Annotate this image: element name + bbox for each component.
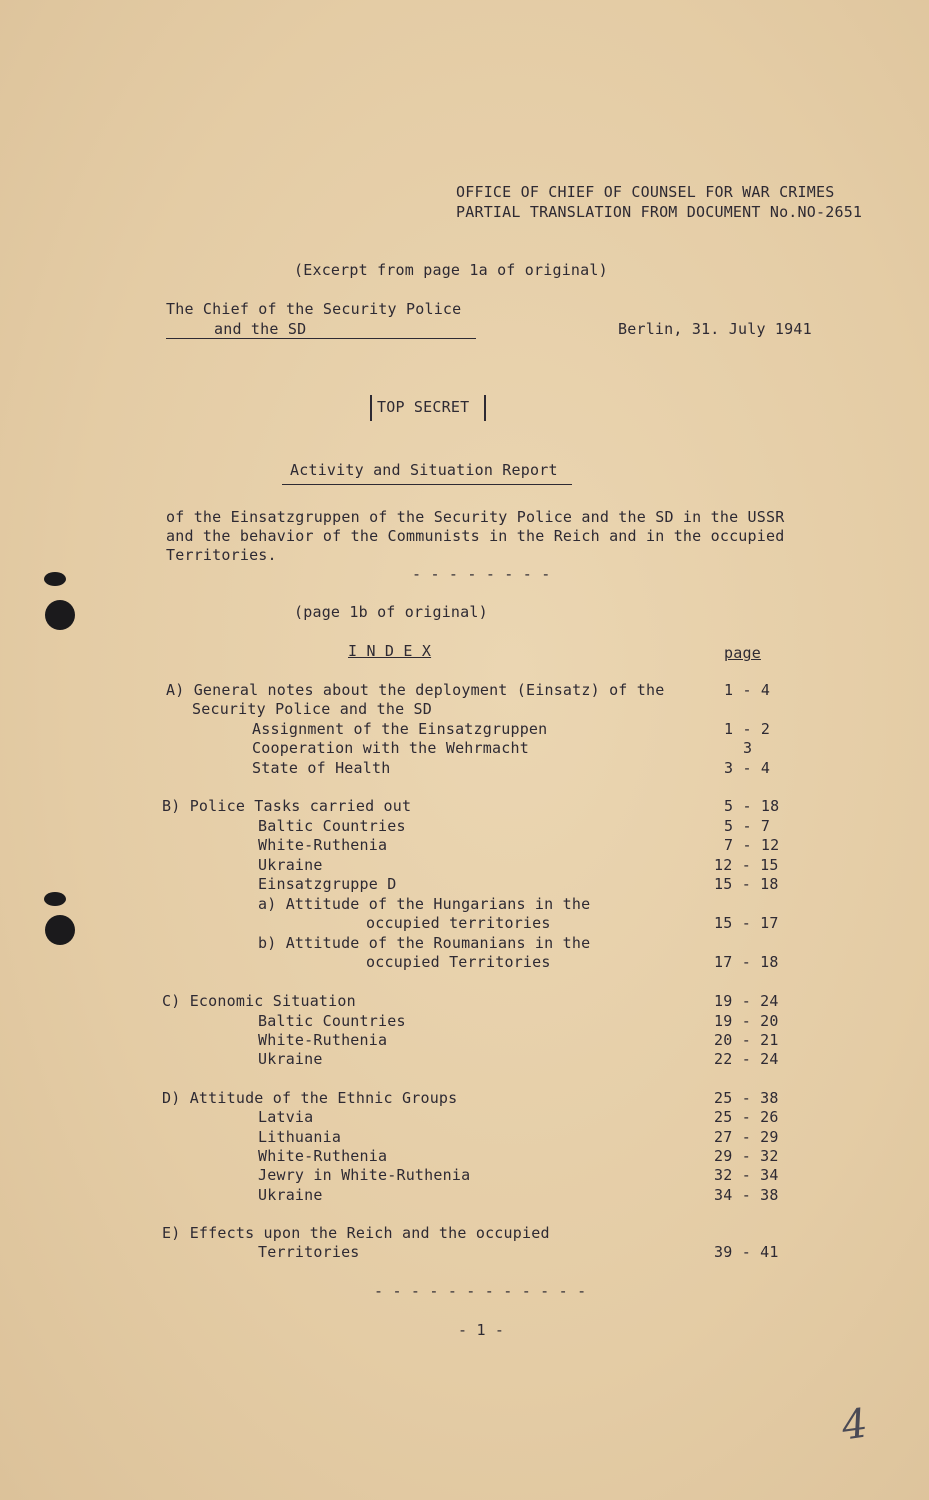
index-entry: White-Ruthenia [258,1147,388,1165]
index-page-heading: page [724,644,761,662]
index-entry: Ukraine [258,1186,323,1204]
index-entry: Lithuania [258,1128,342,1146]
index-entry-pages: 25 - 26 [714,1108,779,1126]
index-entry: White-Ruthenia [258,1031,388,1049]
index-entry: E) Effects upon the Reich and the occupied [162,1224,550,1242]
punch-hole-icon [45,915,75,945]
index-entry: State of Health [252,759,391,777]
index-heading: I N D E X [348,642,432,660]
index-entry-pages: 17 - 18 [714,953,779,971]
index-entry-pages: 19 - 20 [714,1012,779,1030]
index-entry-pages: 1 - 4 [724,681,771,699]
handwritten-mark: 4 [838,1400,871,1450]
index-entry-pages: 15 - 18 [714,875,779,893]
header-line-2: PARTIAL TRANSLATION FROM DOCUMENT No.NO-2651 [456,203,863,221]
index-entry: a) Attitude of the Hungarians in the [258,895,591,913]
index-entry: Einsatzgruppe D [258,875,397,893]
header-line-1: OFFICE OF CHIEF OF COUNSEL FOR WAR CRIMES [456,183,835,201]
index-entry: White-Ruthenia [258,836,388,854]
index-entry-pages: 1 - 2 [724,720,771,738]
sender-underline [166,338,476,339]
index-entry-pages: 7 - 12 [724,836,780,854]
index-entry: Baltic Countries [258,817,406,835]
index-entry-pages: 20 - 21 [714,1031,779,1049]
index-entry: Territories [258,1243,360,1261]
report-title: Activity and Situation Report [290,461,558,479]
index-entry: Jewry in White-Ruthenia [258,1166,471,1184]
index-entry: B) Police Tasks carried out [162,797,412,815]
sender-line-1: The Chief of the Security Police [166,300,462,318]
index-entry-pages: 19 - 24 [714,992,779,1010]
punch-hole-icon [44,572,66,586]
index-entry: Assignment of the Einsatzgruppen [252,720,548,738]
index-entry-pages: 3 - 4 [724,759,771,777]
index-entry-pages: 15 - 17 [714,914,779,932]
index-entry: Baltic Countries [258,1012,406,1030]
index-entry: D) Attitude of the Ethnic Groups [162,1089,458,1107]
title-underline [282,484,572,485]
index-entry-pages: 39 - 41 [714,1243,779,1261]
excerpt-note: (Excerpt from page 1a of original) [294,261,608,279]
page-note: (page 1b of original) [294,603,488,621]
index-entry-pages: 3 [743,739,753,757]
index-entry-pages: 32 - 34 [714,1166,779,1184]
index-entry: Ukraine [258,1050,323,1068]
index-entry: b) Attitude of the Roumanians in the [258,934,591,952]
place-date: Berlin, 31. July 1941 [618,320,812,338]
intro-line-1: of the Einsatzgruppen of the Security Police and the SD in the USSR [166,508,785,526]
index-entry-pages: 27 - 29 [714,1128,779,1146]
index-entry: Cooperation with the Wehrmacht [252,739,529,757]
intro-line-2: and the behavior of the Communists in the Reich and in the occupied [166,527,785,545]
index-entry-pages: 5 - 7 [724,817,771,835]
index-entry-pages: 12 - 15 [714,856,779,874]
index-entry-pages: 5 - 18 [724,797,780,815]
punch-hole-icon [44,892,66,906]
page-number: - 1 - [458,1321,505,1339]
index-entry-pages: 29 - 32 [714,1147,779,1165]
classification-stamp: TOP SECRET [377,398,470,416]
index-entry: A) General notes about the deployment (Einsatz) of the [166,681,665,699]
punch-hole-icon [45,600,75,630]
separator-long: - - - - - - - - - - - - [374,1282,587,1300]
index-entry: Ukraine [258,856,323,874]
index-entry: C) Economic Situation [162,992,356,1010]
index-entry: Security Police and the SD [192,700,432,718]
index-entry: Latvia [258,1108,314,1126]
intro-line-3: Territories. [166,546,277,564]
index-entry: occupied territories [366,914,551,932]
separator-short: - - - - - - - - [412,565,551,583]
index-entry: occupied Territories [366,953,551,971]
index-entry-pages: 22 - 24 [714,1050,779,1068]
index-entry-pages: 34 - 38 [714,1186,779,1204]
index-entry-pages: 25 - 38 [714,1089,779,1107]
sender-line-2: and the SD [214,320,307,338]
